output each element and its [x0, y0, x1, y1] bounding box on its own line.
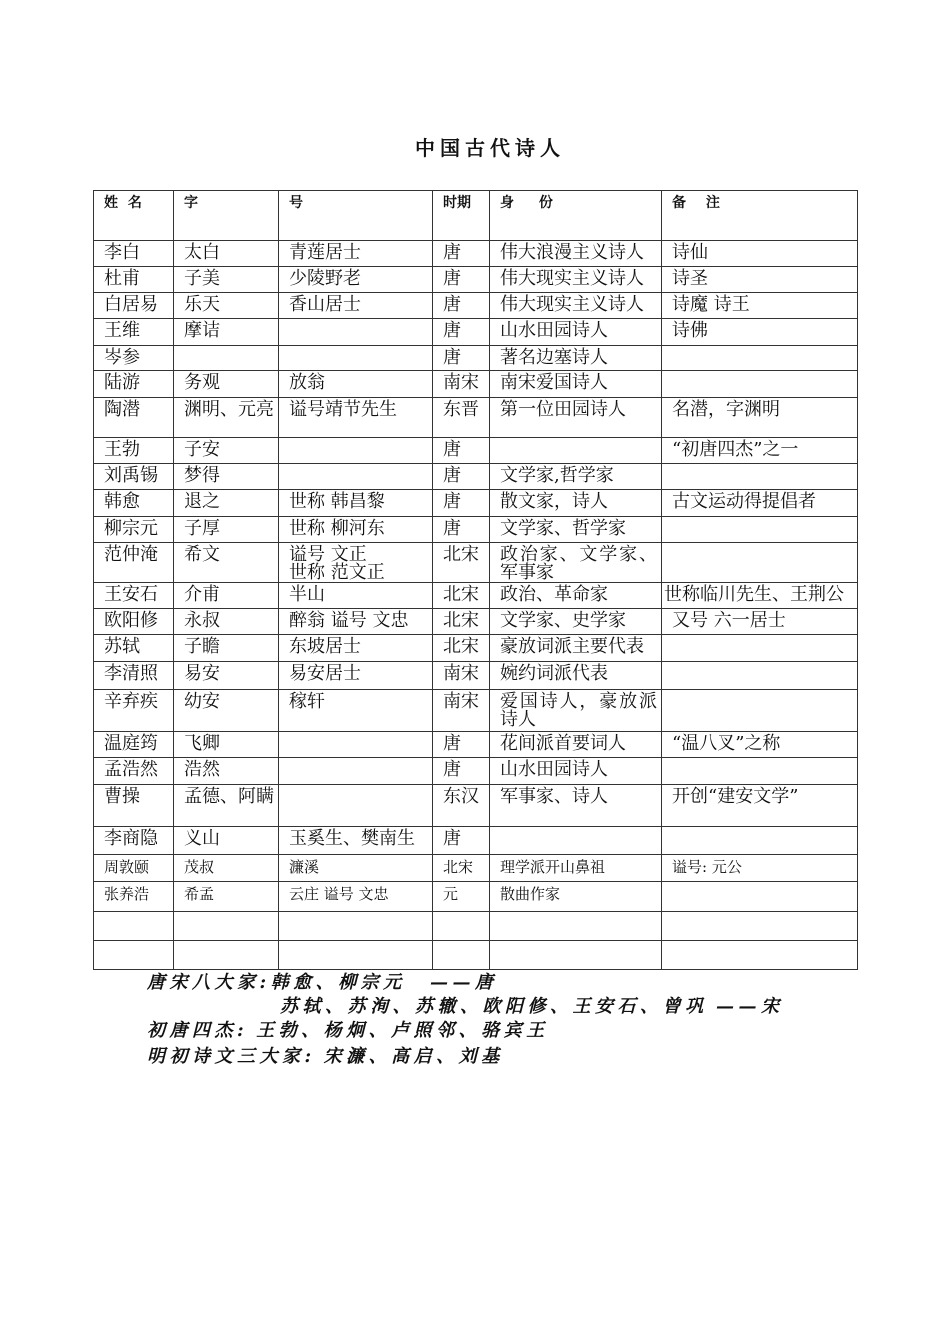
identity-cell	[490, 827, 662, 855]
identity-cell	[490, 912, 662, 941]
identity-cell: 婉约词派代表	[490, 662, 662, 690]
table-row	[94, 662, 858, 690]
period-cell: 南宋	[433, 690, 490, 732]
name-cell	[94, 941, 174, 970]
identity-cell: 山水田园诗人	[490, 319, 662, 346]
header-courtesy-name: 字	[174, 191, 279, 241]
table-row	[94, 438, 858, 464]
period-cell: 北宋	[433, 543, 490, 583]
courtesy-name-cell: 子厚	[174, 517, 279, 543]
name-cell: 王维	[94, 319, 174, 346]
art-name-cell: 濂溪	[279, 855, 433, 882]
name-cell: 张养浩	[94, 882, 174, 912]
period-cell: 唐	[433, 293, 490, 319]
name-cell: 陆游	[94, 371, 174, 398]
note-cell: 古文运动得提倡者	[662, 490, 858, 517]
name-cell: 辛弃疾	[94, 690, 174, 732]
name-cell	[94, 912, 174, 941]
page-title: 中国古代诗人	[415, 136, 565, 160]
header-period: 时期	[433, 191, 490, 241]
name-cell: 周敦颐	[94, 855, 174, 882]
note-cell	[662, 635, 858, 662]
footer-early-tang-four-label: 初唐四杰:	[147, 1020, 249, 1041]
identity-cell: 文学家,哲学家	[490, 464, 662, 490]
footer-early-tang-four-names: 王勃、杨炯、卢照邻、骆宾王	[256, 1020, 549, 1041]
note-cell: 又号 六一居士	[662, 609, 858, 635]
identity-cell	[490, 438, 662, 464]
header-identity: 身 份	[490, 191, 662, 241]
art-name-cell: 云庄 谥号 文忠	[279, 882, 433, 912]
art-name-cell: 醉翁 谥号 文忠	[279, 609, 433, 635]
identity-cell: 南宋爱国诗人	[490, 371, 662, 398]
footer-early-ming-three-names: 宋濂、高启、刘基	[323, 1046, 504, 1067]
note-cell	[662, 690, 858, 732]
period-cell: 北宋	[433, 635, 490, 662]
identity-cell: 政治、革命家	[490, 583, 662, 609]
table-row	[94, 635, 858, 662]
table-row	[94, 293, 858, 319]
note-cell	[662, 882, 858, 912]
name-cell: 柳宗元	[94, 517, 174, 543]
art-name-cell: 易安居士	[279, 662, 433, 690]
note-cell: “温八叉”之称	[662, 732, 858, 758]
art-name-cell	[279, 758, 433, 785]
name-cell: 韩愈	[94, 490, 174, 517]
art-name-cell	[279, 438, 433, 464]
identity-cell: 伟大现实主义诗人	[490, 293, 662, 319]
table-row	[94, 855, 858, 882]
table-row	[94, 490, 858, 517]
courtesy-name-cell: 幼安	[174, 690, 279, 732]
courtesy-name-cell: 子安	[174, 438, 279, 464]
courtesy-name-cell: 务观	[174, 371, 279, 398]
courtesy-name-cell: 希文	[174, 543, 279, 583]
table-row	[94, 882, 858, 912]
period-cell: 唐	[433, 464, 490, 490]
courtesy-name-cell: 茂叔	[174, 855, 279, 882]
period-cell: 北宋	[433, 583, 490, 609]
note-cell: 名潜，字渊明	[662, 398, 858, 438]
header-art-name: 号	[279, 191, 433, 241]
footer-tang-song-eight-label: 唐宋八大家:	[147, 972, 271, 993]
table-body	[94, 241, 858, 970]
name-cell: 欧阳修	[94, 609, 174, 635]
art-name-cell: 谥号 文正 世称 范文正	[279, 543, 433, 583]
identity-cell: 豪放词派主要代表	[490, 635, 662, 662]
courtesy-name-cell: 浩然	[174, 758, 279, 785]
note-cell: 谥号: 元公	[662, 855, 858, 882]
period-cell: 唐	[433, 758, 490, 785]
courtesy-name-cell: 退之	[174, 490, 279, 517]
art-name-cell	[279, 464, 433, 490]
table-row	[94, 941, 858, 970]
name-cell: 王勃	[94, 438, 174, 464]
art-name-cell: 世称 柳河东	[279, 517, 433, 543]
art-name-cell	[279, 319, 433, 346]
footer-early-ming-three	[147, 1046, 504, 1068]
art-name-cell: 稼轩	[279, 690, 433, 732]
art-name-cell: 玉奚生、樊南生	[279, 827, 433, 855]
art-name-cell: 谥号靖节先生	[279, 398, 433, 438]
identity-cell: 爱国诗人，豪放派诗人	[490, 690, 662, 732]
art-name-cell: 放翁	[279, 371, 433, 398]
identity-cell: 军事家、诗人	[490, 785, 662, 827]
table-row	[94, 241, 858, 267]
header-name: 姓 名	[94, 191, 174, 241]
table-row	[94, 398, 858, 438]
note-cell	[662, 346, 858, 371]
art-name-cell: 少陵野老	[279, 267, 433, 293]
note-cell	[662, 464, 858, 490]
period-cell	[433, 941, 490, 970]
table-row	[94, 609, 858, 635]
period-cell: 唐	[433, 241, 490, 267]
courtesy-name-cell: 易安	[174, 662, 279, 690]
name-cell: 李商隐	[94, 827, 174, 855]
courtesy-name-cell: 飞卿	[174, 732, 279, 758]
art-name-cell	[279, 732, 433, 758]
identity-cell: 第一位田园诗人	[490, 398, 662, 438]
courtesy-name-cell	[174, 346, 279, 371]
period-cell: 唐	[433, 517, 490, 543]
art-name-cell: 世称 韩昌黎	[279, 490, 433, 517]
courtesy-name-cell	[174, 941, 279, 970]
name-cell: 岑参	[94, 346, 174, 371]
note-cell: 诗仙	[662, 241, 858, 267]
table-header	[94, 191, 858, 241]
note-cell	[662, 543, 858, 583]
art-name-cell	[279, 785, 433, 827]
note-cell: 诗圣	[662, 267, 858, 293]
name-cell: 孟浩然	[94, 758, 174, 785]
footer-tang-names: 韩愈、柳宗元	[270, 972, 406, 993]
period-cell	[433, 912, 490, 941]
table-row	[94, 732, 858, 758]
art-name-cell	[279, 346, 433, 371]
note-cell	[662, 827, 858, 855]
table-row	[94, 758, 858, 785]
table-row	[94, 543, 858, 583]
courtesy-name-cell: 希孟	[174, 882, 279, 912]
note-cell: “初唐四杰”之一	[662, 438, 858, 464]
period-cell: 唐	[433, 438, 490, 464]
table-row	[94, 517, 858, 543]
courtesy-name-cell: 永叔	[174, 609, 279, 635]
courtesy-name-cell: 子瞻	[174, 635, 279, 662]
period-cell: 唐	[433, 267, 490, 293]
identity-cell: 散文家，诗人	[490, 490, 662, 517]
identity-cell: 著名边塞诗人	[490, 346, 662, 371]
footer-song-suffix: ——宋	[716, 996, 784, 1017]
courtesy-name-cell: 乐天	[174, 293, 279, 319]
note-cell	[662, 371, 858, 398]
period-cell: 北宋	[433, 609, 490, 635]
note-cell: 诗魔 诗王	[662, 293, 858, 319]
period-cell: 唐	[433, 827, 490, 855]
name-cell: 李清照	[94, 662, 174, 690]
note-cell	[662, 517, 858, 543]
note-cell	[662, 758, 858, 785]
courtesy-name-cell: 太白	[174, 241, 279, 267]
poets-table	[93, 190, 858, 970]
period-cell: 东汉	[433, 785, 490, 827]
name-cell: 温庭筠	[94, 732, 174, 758]
period-cell: 南宋	[433, 371, 490, 398]
name-cell: 苏轼	[94, 635, 174, 662]
table-row	[94, 583, 858, 609]
identity-cell: 伟大现实主义诗人	[490, 267, 662, 293]
identity-cell: 山水田园诗人	[490, 758, 662, 785]
period-cell: 元	[433, 882, 490, 912]
art-name-cell: 青莲居士	[279, 241, 433, 267]
period-cell: 北宋	[433, 855, 490, 882]
period-cell: 唐	[433, 732, 490, 758]
footer-song-names: 苏轼、苏洵、苏辙、欧阳修、王安石、曾巩	[280, 996, 708, 1017]
period-cell: 东晋	[433, 398, 490, 438]
name-cell: 杜甫	[94, 267, 174, 293]
note-cell	[662, 912, 858, 941]
courtesy-name-cell	[174, 912, 279, 941]
name-cell: 刘禹锡	[94, 464, 174, 490]
art-name-cell: 香山居士	[279, 293, 433, 319]
courtesy-name-cell: 梦得	[174, 464, 279, 490]
header-row	[94, 191, 858, 241]
table-row	[94, 785, 858, 827]
art-name-cell	[279, 912, 433, 941]
note-cell: 世称临川先生、王荆公	[662, 583, 858, 609]
period-cell: 南宋	[433, 662, 490, 690]
courtesy-name-cell: 渊明、元亮	[174, 398, 279, 438]
art-name-cell: 东坡居士	[279, 635, 433, 662]
name-cell: 曹操	[94, 785, 174, 827]
table-row	[94, 690, 858, 732]
identity-cell: 散曲作家	[490, 882, 662, 912]
name-cell: 李白	[94, 241, 174, 267]
courtesy-name-cell: 孟德、阿瞒	[174, 785, 279, 827]
table-row	[94, 827, 858, 855]
identity-cell: 伟大浪漫主义诗人	[490, 241, 662, 267]
name-cell: 范仲淹	[94, 543, 174, 583]
identity-cell	[490, 941, 662, 970]
note-cell	[662, 941, 858, 970]
art-name-cell	[279, 941, 433, 970]
identity-cell: 理学派开山鼻祖	[490, 855, 662, 882]
footer-early-ming-three-label: 明初诗文三大家:	[147, 1046, 316, 1067]
note-cell	[662, 662, 858, 690]
identity-cell: 花间派首要词人	[490, 732, 662, 758]
note-cell: 诗佛	[662, 319, 858, 346]
name-cell: 白居易	[94, 293, 174, 319]
footer-tang-song-eight-tang	[147, 972, 406, 994]
footer-tang-suffix: ——唐	[430, 972, 498, 993]
identity-cell: 文学家、哲学家	[490, 517, 662, 543]
footer-early-tang-four	[147, 1020, 549, 1042]
table-row	[94, 319, 858, 346]
period-cell: 唐	[433, 319, 490, 346]
identity-cell: 文学家、史学家	[490, 609, 662, 635]
table-row	[94, 267, 858, 293]
note-cell: 开创“建安文学”	[662, 785, 858, 827]
courtesy-name-cell: 介甫	[174, 583, 279, 609]
table-row	[94, 346, 858, 371]
art-name-cell: 半山	[279, 583, 433, 609]
courtesy-name-cell: 子美	[174, 267, 279, 293]
table-row	[94, 371, 858, 398]
header-note: 备 注	[662, 191, 858, 241]
name-cell: 王安石	[94, 583, 174, 609]
table-row	[94, 912, 858, 941]
table-row	[94, 464, 858, 490]
courtesy-name-cell: 摩诘	[174, 319, 279, 346]
period-cell: 唐	[433, 346, 490, 371]
period-cell: 唐	[433, 490, 490, 517]
identity-cell: 政治家、文学家、军事家	[490, 543, 662, 583]
name-cell: 陶潜	[94, 398, 174, 438]
courtesy-name-cell: 义山	[174, 827, 279, 855]
